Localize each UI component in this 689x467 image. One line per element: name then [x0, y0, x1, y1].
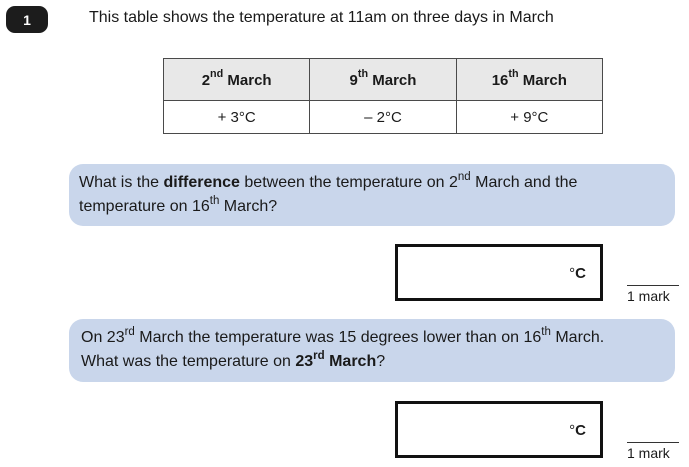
table-header-cell	[310, 59, 456, 101]
celsius-letter: C	[575, 422, 586, 439]
celsius-letter: C	[575, 265, 586, 282]
table-header-cell	[164, 59, 310, 101]
temperature-table	[163, 58, 603, 134]
header-suffix: th	[357, 68, 369, 81]
header-day: 2	[201, 71, 211, 89]
header-month: March	[368, 71, 417, 89]
mark-label: 1 mark	[627, 445, 670, 461]
text: between the temperature on 2	[239, 174, 458, 191]
text: March the temperature was 15 degrees lower than on 16	[134, 329, 542, 346]
question-part-a	[69, 164, 675, 226]
text: On 23	[81, 329, 125, 346]
mark-label: 1 mark	[627, 288, 670, 304]
header-suffix: th	[508, 68, 519, 81]
answer-box-b[interactable]	[395, 401, 603, 458]
unit-label	[569, 422, 586, 439]
text: ?	[376, 353, 386, 370]
text: What is the	[79, 174, 164, 191]
text: What was the temperature on	[81, 353, 296, 370]
degree-symbol: °	[569, 265, 576, 282]
header-suffix: nd	[210, 68, 224, 81]
table-cell: + 9°C	[456, 101, 602, 134]
ordinal-suffix: nd	[457, 170, 471, 183]
mark-line	[627, 285, 679, 286]
text: temperature on 16	[79, 198, 210, 215]
header-month: March	[223, 71, 272, 89]
degree-symbol: °	[569, 422, 576, 439]
text: March.	[550, 329, 605, 346]
header-month: March	[518, 71, 567, 89]
table-cell: + 3°C	[164, 101, 310, 134]
question-number: 1	[23, 11, 31, 28]
answer-box-a[interactable]	[395, 244, 603, 301]
emphasis-date	[295, 349, 377, 370]
emphasis-day: 23	[295, 353, 314, 370]
header-day: 16	[491, 71, 509, 89]
emphasis-month: March	[324, 353, 377, 370]
unit-label	[569, 265, 586, 282]
mark-line	[627, 442, 679, 443]
question-part-b	[69, 319, 675, 382]
ordinal-suffix: rd	[313, 349, 325, 362]
ordinal-suffix: th	[209, 194, 220, 207]
text: March?	[219, 198, 278, 215]
ordinal-suffix: th	[541, 325, 551, 338]
table-cell: – 2°C	[310, 101, 456, 134]
question-intro: This table shows the temperature at 11am on three days in March	[89, 9, 554, 26]
header-day: 9	[349, 71, 358, 89]
table-header-row	[164, 59, 603, 101]
ordinal-suffix: rd	[124, 325, 135, 338]
table-row	[164, 101, 603, 134]
table-header-cell	[456, 59, 602, 101]
text: March and the	[470, 174, 578, 191]
emphasis-text: difference	[163, 174, 240, 191]
question-number-badge	[6, 6, 48, 33]
